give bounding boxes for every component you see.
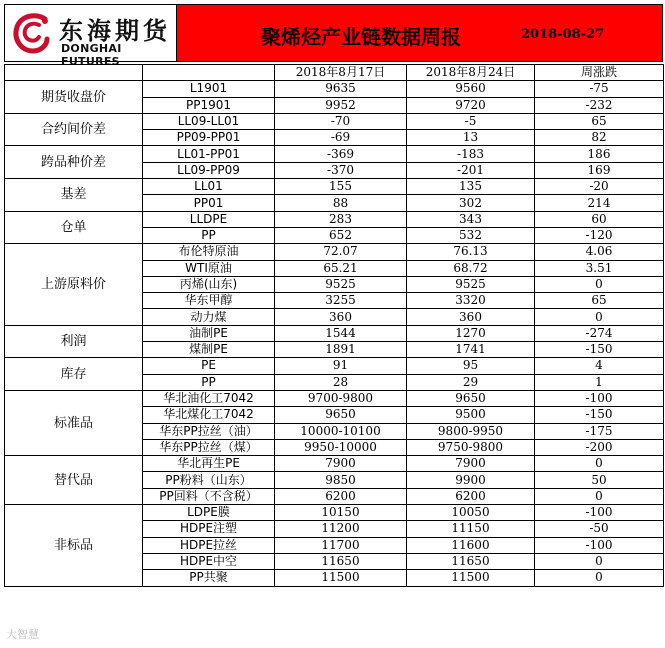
table-row xyxy=(5,325,664,341)
value-cell-date2: 68.72 xyxy=(407,260,535,276)
value-cell-date2: 29 xyxy=(407,374,535,390)
item-cell: LL09-LL01 xyxy=(143,113,275,129)
item-cell: HDPE注塑 xyxy=(143,521,275,537)
weekly-change-cell: -100 xyxy=(535,505,664,521)
value-cell-date1: 1891 xyxy=(275,342,407,358)
item-cell: HDPE拉丝 xyxy=(143,537,275,553)
value-cell-date1: 9850 xyxy=(275,472,407,488)
weekly-change-cell: 65 xyxy=(535,293,664,309)
table-row xyxy=(5,244,664,260)
value-cell-date2: 9560 xyxy=(407,81,535,97)
data-table xyxy=(4,64,664,587)
item-cell: 华东PP拉丝（油） xyxy=(143,423,275,439)
category-cell: 利润 xyxy=(5,325,143,358)
title-banner xyxy=(177,5,662,61)
table-row xyxy=(5,211,664,227)
value-cell-date2: 532 xyxy=(407,227,535,243)
value-cell-date1: 9700-9800 xyxy=(275,390,407,406)
table-row xyxy=(5,179,664,195)
value-cell-date1: 7900 xyxy=(275,456,407,472)
value-cell-date1: 65.21 xyxy=(275,260,407,276)
value-cell-date1: 91 xyxy=(275,358,407,374)
value-cell-date1: -70 xyxy=(275,113,407,129)
value-cell-date2: 13 xyxy=(407,130,535,146)
item-cell: PP xyxy=(143,227,275,243)
table-row xyxy=(5,113,664,129)
value-cell-date1: 9650 xyxy=(275,407,407,423)
category-cell: 非标品 xyxy=(5,505,143,586)
weekly-change-cell: 169 xyxy=(535,162,664,178)
value-cell-date1: 6200 xyxy=(275,488,407,504)
value-cell-date1: 9635 xyxy=(275,81,407,97)
category-cell: 上游原料价 xyxy=(5,244,143,325)
value-cell-date2: 9500 xyxy=(407,407,535,423)
report-title: 聚烯烃产业链数据周报 xyxy=(261,25,461,49)
weekly-change-cell: 4.06 xyxy=(535,244,664,260)
item-cell: L1901 xyxy=(143,81,275,97)
weekly-change-cell: 0 xyxy=(535,276,664,292)
weekly-change-cell: -20 xyxy=(535,179,664,195)
value-cell-date1: 10000-10100 xyxy=(275,423,407,439)
weekly-change-cell: -100 xyxy=(535,390,664,406)
weekly-change-cell: 214 xyxy=(535,195,664,211)
item-cell: 动力煤 xyxy=(143,309,275,325)
value-cell-date2: 1270 xyxy=(407,325,535,341)
item-cell: 布伦特原油 xyxy=(143,244,275,260)
value-cell-date2: 9750-9800 xyxy=(407,439,535,455)
value-cell-date2: 302 xyxy=(407,195,535,211)
value-cell-date1: 360 xyxy=(275,309,407,325)
value-cell-date2: -201 xyxy=(407,162,535,178)
category-cell: 库存 xyxy=(5,358,143,391)
value-cell-date2: 9720 xyxy=(407,97,535,113)
weekly-change-cell: -274 xyxy=(535,325,664,341)
weekly-change-cell: -150 xyxy=(535,342,664,358)
company-logo xyxy=(5,5,177,68)
item-cell: 华北再生PE xyxy=(143,456,275,472)
value-cell-date2: 9900 xyxy=(407,472,535,488)
weekly-change-cell: 82 xyxy=(535,130,664,146)
value-cell-date2: 135 xyxy=(407,179,535,195)
value-cell-date2: 7900 xyxy=(407,456,535,472)
weekly-change-cell: 0 xyxy=(535,570,664,586)
value-cell-date2: 11150 xyxy=(407,521,535,537)
header-cell-change: 周涨跌 xyxy=(535,65,664,81)
item-cell: 油制PE xyxy=(143,325,275,341)
weekly-change-cell: 0 xyxy=(535,309,664,325)
value-cell-date1: 11200 xyxy=(275,521,407,537)
watermark-text: 大智慧 xyxy=(6,628,39,641)
header-cell-date2: 2018年8月24日 xyxy=(407,65,535,81)
item-cell: LLDPE xyxy=(143,211,275,227)
report-header xyxy=(4,4,663,68)
value-cell-date2: 3320 xyxy=(407,293,535,309)
item-cell: PP粉料（山东） xyxy=(143,472,275,488)
table-row xyxy=(5,390,664,406)
table-body xyxy=(5,81,664,586)
value-cell-date1: 9952 xyxy=(275,97,407,113)
weekly-change-cell: -120 xyxy=(535,227,664,243)
item-cell: PP01 xyxy=(143,195,275,211)
value-cell-date1: 1544 xyxy=(275,325,407,341)
table-row xyxy=(5,146,664,162)
dragon-logo-icon xyxy=(9,11,55,57)
item-cell: LL01 xyxy=(143,179,275,195)
value-cell-date1: 28 xyxy=(275,374,407,390)
item-cell: WTI原油 xyxy=(143,260,275,276)
weekly-change-cell: 65 xyxy=(535,113,664,129)
value-cell-date2: 9525 xyxy=(407,276,535,292)
value-cell-date1: 88 xyxy=(275,195,407,211)
item-cell: 华东甲醇 xyxy=(143,293,275,309)
report-date: 2018-08-27 xyxy=(521,27,605,42)
category-cell: 仓单 xyxy=(5,211,143,244)
value-cell-date2: 9800-9950 xyxy=(407,423,535,439)
category-cell: 替代品 xyxy=(5,456,143,505)
weekly-change-cell: -232 xyxy=(535,97,664,113)
value-cell-date2: 343 xyxy=(407,211,535,227)
header-cell-date1: 2018年8月17日 xyxy=(275,65,407,81)
value-cell-date1: -370 xyxy=(275,162,407,178)
value-cell-date1: 9950-10000 xyxy=(275,439,407,455)
value-cell-date1: 72.07 xyxy=(275,244,407,260)
header-cell-category xyxy=(5,65,143,81)
weekly-change-cell: -75 xyxy=(535,81,664,97)
value-cell-date2: 11600 xyxy=(407,537,535,553)
table-row xyxy=(5,505,664,521)
value-cell-date1: -69 xyxy=(275,130,407,146)
weekly-change-cell: -100 xyxy=(535,537,664,553)
value-cell-date2: -183 xyxy=(407,146,535,162)
logo-chinese-text: 东海期货 xyxy=(59,17,171,45)
category-cell: 基差 xyxy=(5,179,143,212)
item-cell: HDPE中空 xyxy=(143,553,275,569)
value-cell-date1: 3255 xyxy=(275,293,407,309)
item-cell: 丙烯(山东) xyxy=(143,276,275,292)
category-cell: 期货收盘价 xyxy=(5,81,143,114)
item-cell: PP回料（不含税） xyxy=(143,488,275,504)
weekly-change-cell: 1 xyxy=(535,374,664,390)
weekly-change-cell: -175 xyxy=(535,423,664,439)
value-cell-date2: 11500 xyxy=(407,570,535,586)
value-cell-date2: 76.13 xyxy=(407,244,535,260)
value-cell-date2: -5 xyxy=(407,113,535,129)
item-cell: 煤制PE xyxy=(143,342,275,358)
weekly-change-cell: 3.51 xyxy=(535,260,664,276)
item-cell: 华东PP拉丝（煤） xyxy=(143,439,275,455)
value-cell-date1: 155 xyxy=(275,179,407,195)
weekly-change-cell: 0 xyxy=(535,488,664,504)
value-cell-date1: 283 xyxy=(275,211,407,227)
category-cell: 合约间价差 xyxy=(5,113,143,146)
table-header-row xyxy=(5,65,664,81)
item-cell: LL09-PP09 xyxy=(143,162,275,178)
weekly-change-cell: 60 xyxy=(535,211,664,227)
value-cell-date1: 11500 xyxy=(275,570,407,586)
logo-english-text: DONGHAI FUTURES xyxy=(61,42,122,68)
weekly-change-cell: 50 xyxy=(535,472,664,488)
value-cell-date1: 652 xyxy=(275,227,407,243)
value-cell-date2: 6200 xyxy=(407,488,535,504)
item-cell: LL01-PP01 xyxy=(143,146,275,162)
category-cell: 跨品种价差 xyxy=(5,146,143,179)
value-cell-date1: -369 xyxy=(275,146,407,162)
value-cell-date2: 95 xyxy=(407,358,535,374)
weekly-change-cell: 0 xyxy=(535,456,664,472)
table-row xyxy=(5,81,664,97)
value-cell-date2: 1741 xyxy=(407,342,535,358)
category-cell: 标准品 xyxy=(5,390,143,455)
weekly-change-cell: -200 xyxy=(535,439,664,455)
weekly-change-cell: 0 xyxy=(535,553,664,569)
item-cell: PP共聚 xyxy=(143,570,275,586)
item-cell: LDPE膜 xyxy=(143,505,275,521)
table-row xyxy=(5,358,664,374)
item-cell: PP1901 xyxy=(143,97,275,113)
value-cell-date2: 360 xyxy=(407,309,535,325)
weekly-change-cell: 186 xyxy=(535,146,664,162)
item-cell: 华北油化工7042 xyxy=(143,390,275,406)
value-cell-date2: 11650 xyxy=(407,553,535,569)
item-cell: PP09-PP01 xyxy=(143,130,275,146)
value-cell-date2: 10050 xyxy=(407,505,535,521)
item-cell: PE xyxy=(143,358,275,374)
value-cell-date1: 11650 xyxy=(275,553,407,569)
weekly-change-cell: -50 xyxy=(535,521,664,537)
weekly-change-cell: 4 xyxy=(535,358,664,374)
item-cell: PP xyxy=(143,374,275,390)
value-cell-date1: 10150 xyxy=(275,505,407,521)
header-cell-item xyxy=(143,65,275,81)
table-row xyxy=(5,456,664,472)
weekly-change-cell: -150 xyxy=(535,407,664,423)
item-cell: 华北煤化工7042 xyxy=(143,407,275,423)
value-cell-date1: 9525 xyxy=(275,276,407,292)
value-cell-date2: 9650 xyxy=(407,390,535,406)
value-cell-date1: 11700 xyxy=(275,537,407,553)
